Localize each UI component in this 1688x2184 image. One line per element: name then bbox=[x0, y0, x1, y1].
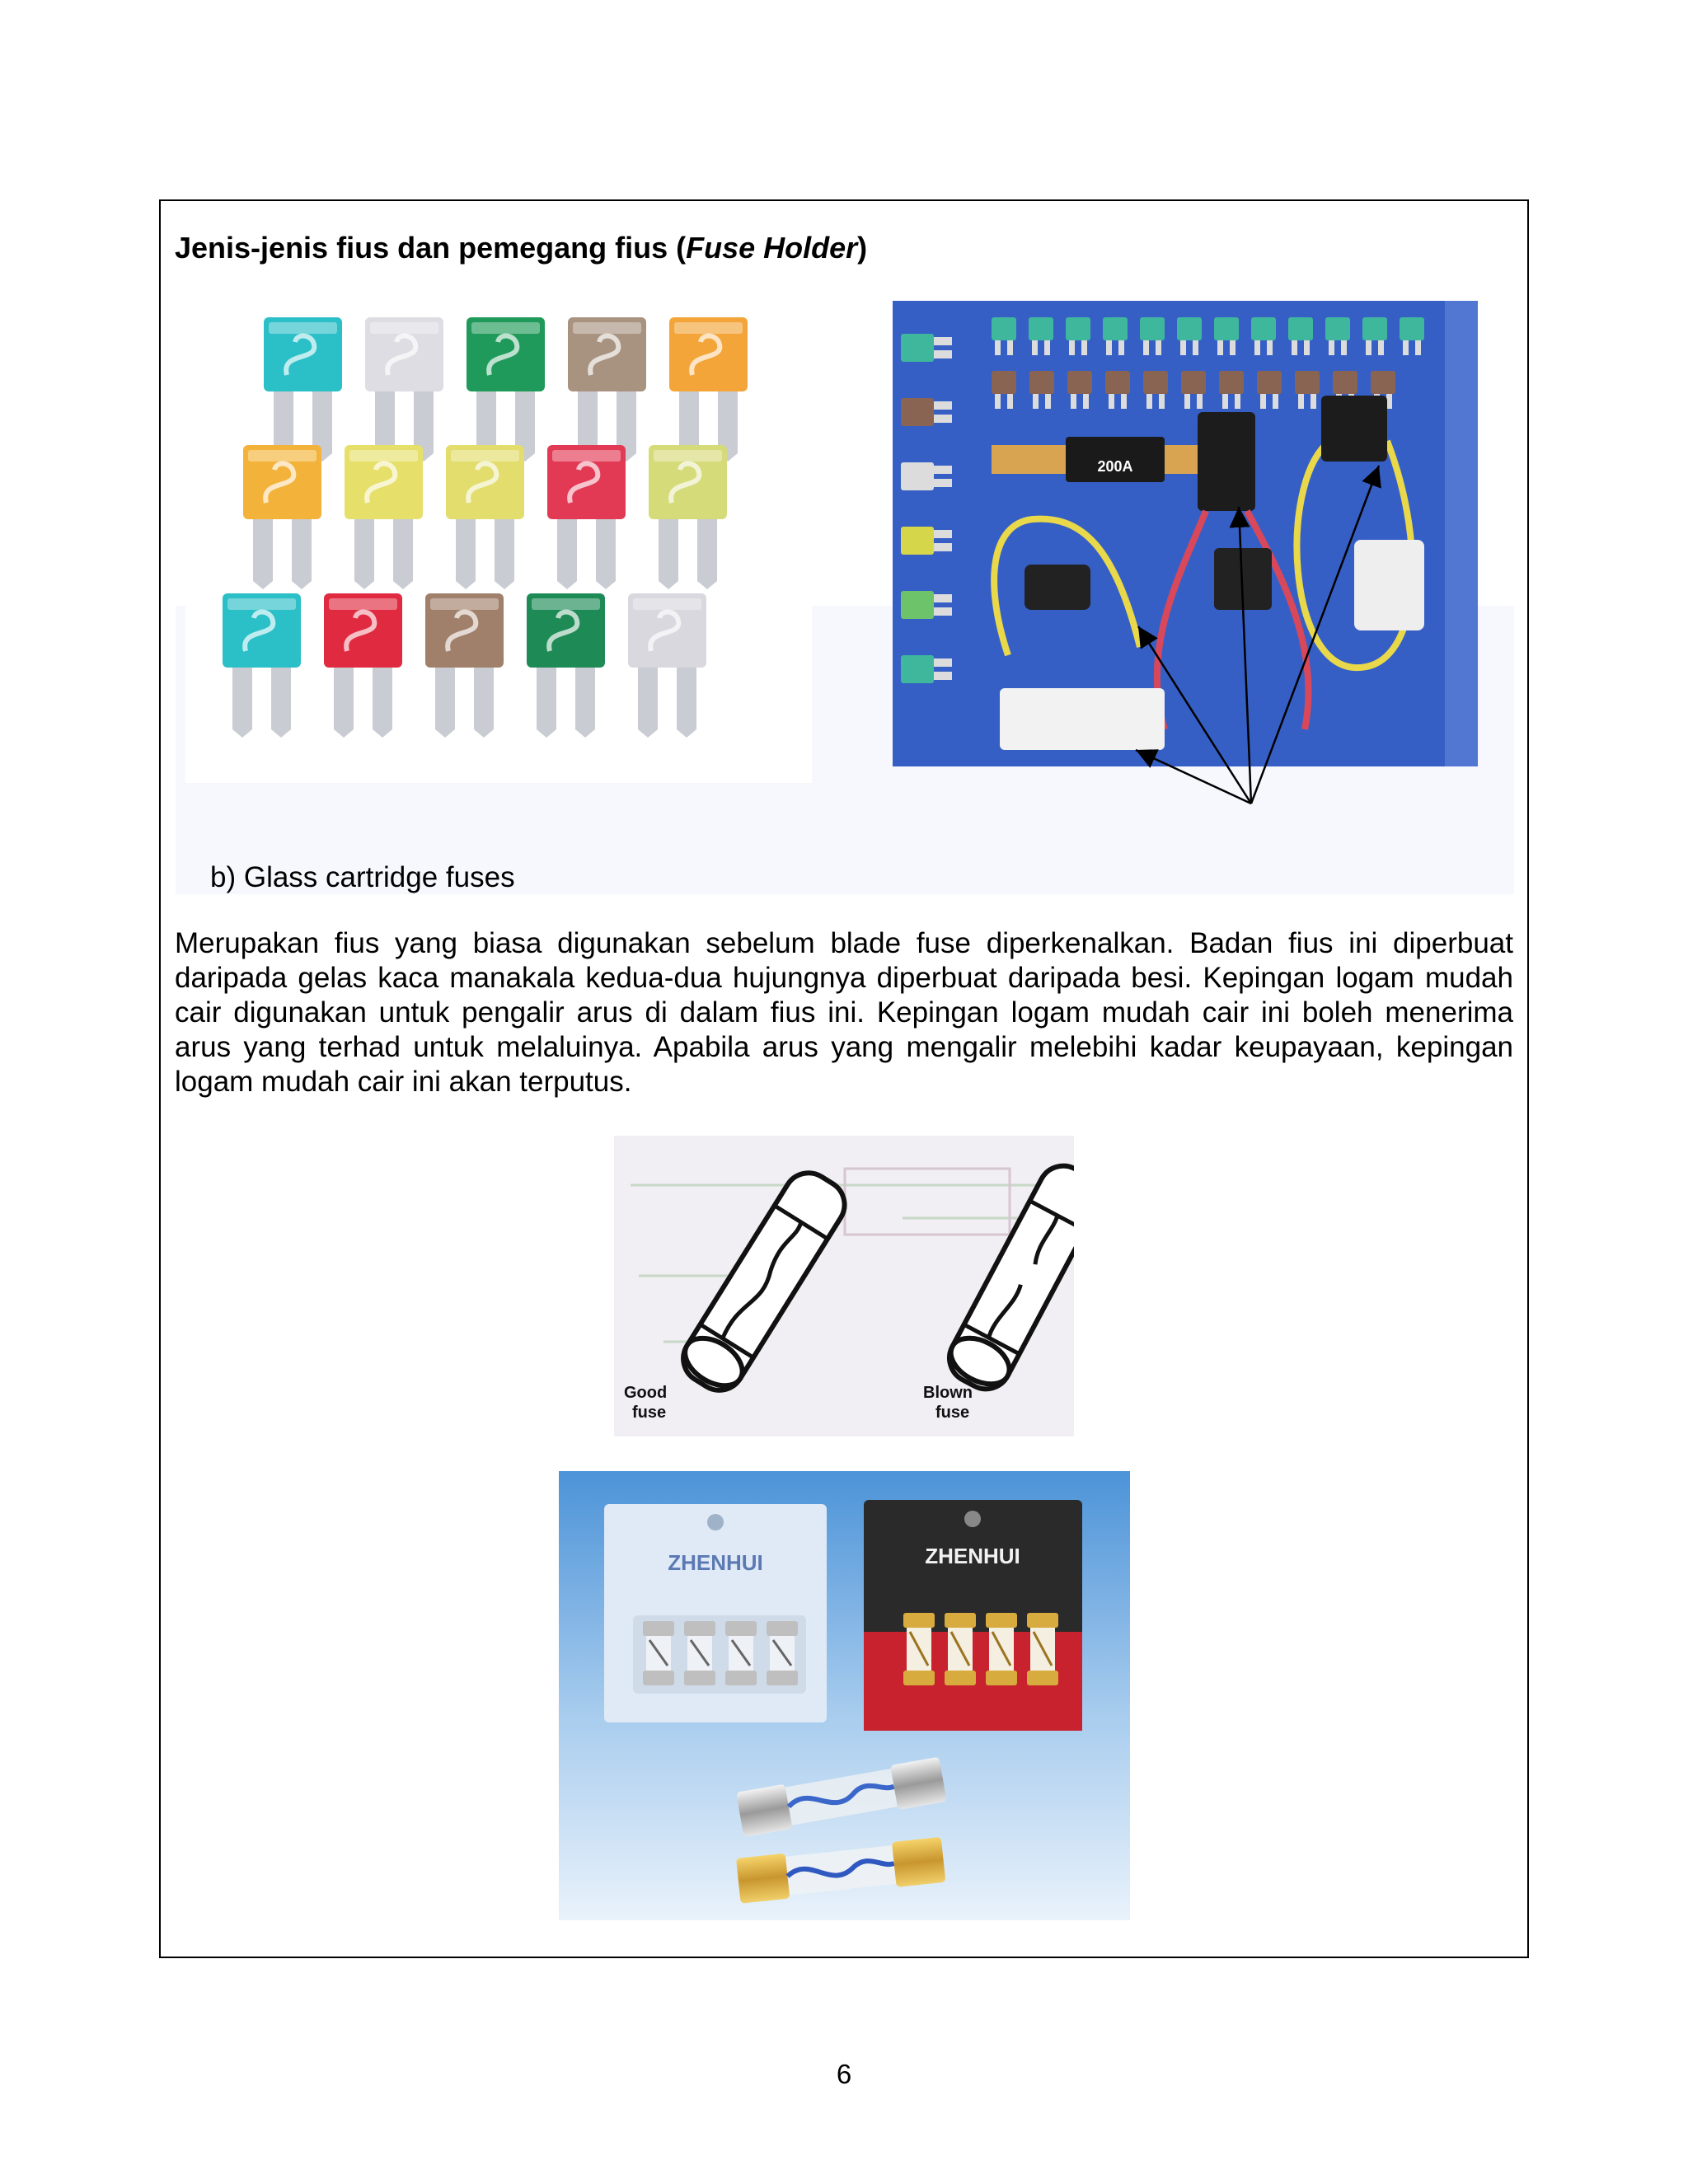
glass-fuse-icon bbox=[614, 1136, 1074, 1436]
brand-label-left: ZHENHUI bbox=[668, 1550, 763, 1575]
blown-fuse-label: Blown fuse bbox=[923, 1384, 973, 1422]
blade-fuse-icon bbox=[185, 301, 812, 783]
glass-fuse-diagram bbox=[614, 1136, 1074, 1436]
good-fuse-label: Good fuse bbox=[624, 1384, 668, 1422]
fuse-rating-label: 200A bbox=[1097, 458, 1133, 475]
subheading-glass-cartridge: b) Glass cartridge fuses bbox=[210, 861, 515, 893]
section-heading: Jenis-jenis fius dan pemegang fius (Fuse Holder) bbox=[175, 231, 868, 265]
brand-label-right: ZHENHUI bbox=[925, 1544, 1020, 1568]
page-number: 6 bbox=[836, 2059, 852, 2089]
blade-fuses-photo bbox=[185, 301, 812, 783]
fuse-pack-icon bbox=[559, 1471, 1130, 1920]
arrows-annotation bbox=[893, 301, 1478, 820]
fuse-product-photo bbox=[559, 1471, 1130, 1920]
body-paragraph: Merupakan fius yang biasa digunakan sebelum blade fuse diperkenalkan. Badan fius ini diperbuat daripada gelas kaca manakala kedua-dua hujungnya diperbuat daripada besi. Kepingan logam mudah cair digunakan untuk pengalir arus di dalam fius ini. Kepingan logam mudah cair ini boleh menerima arus yang terhad untuk melaluinya. Apabila arus yang mengalir melebihi kadar keupayaan, kepingan logam mudah cair ini akan terputus. bbox=[175, 927, 1513, 1098]
